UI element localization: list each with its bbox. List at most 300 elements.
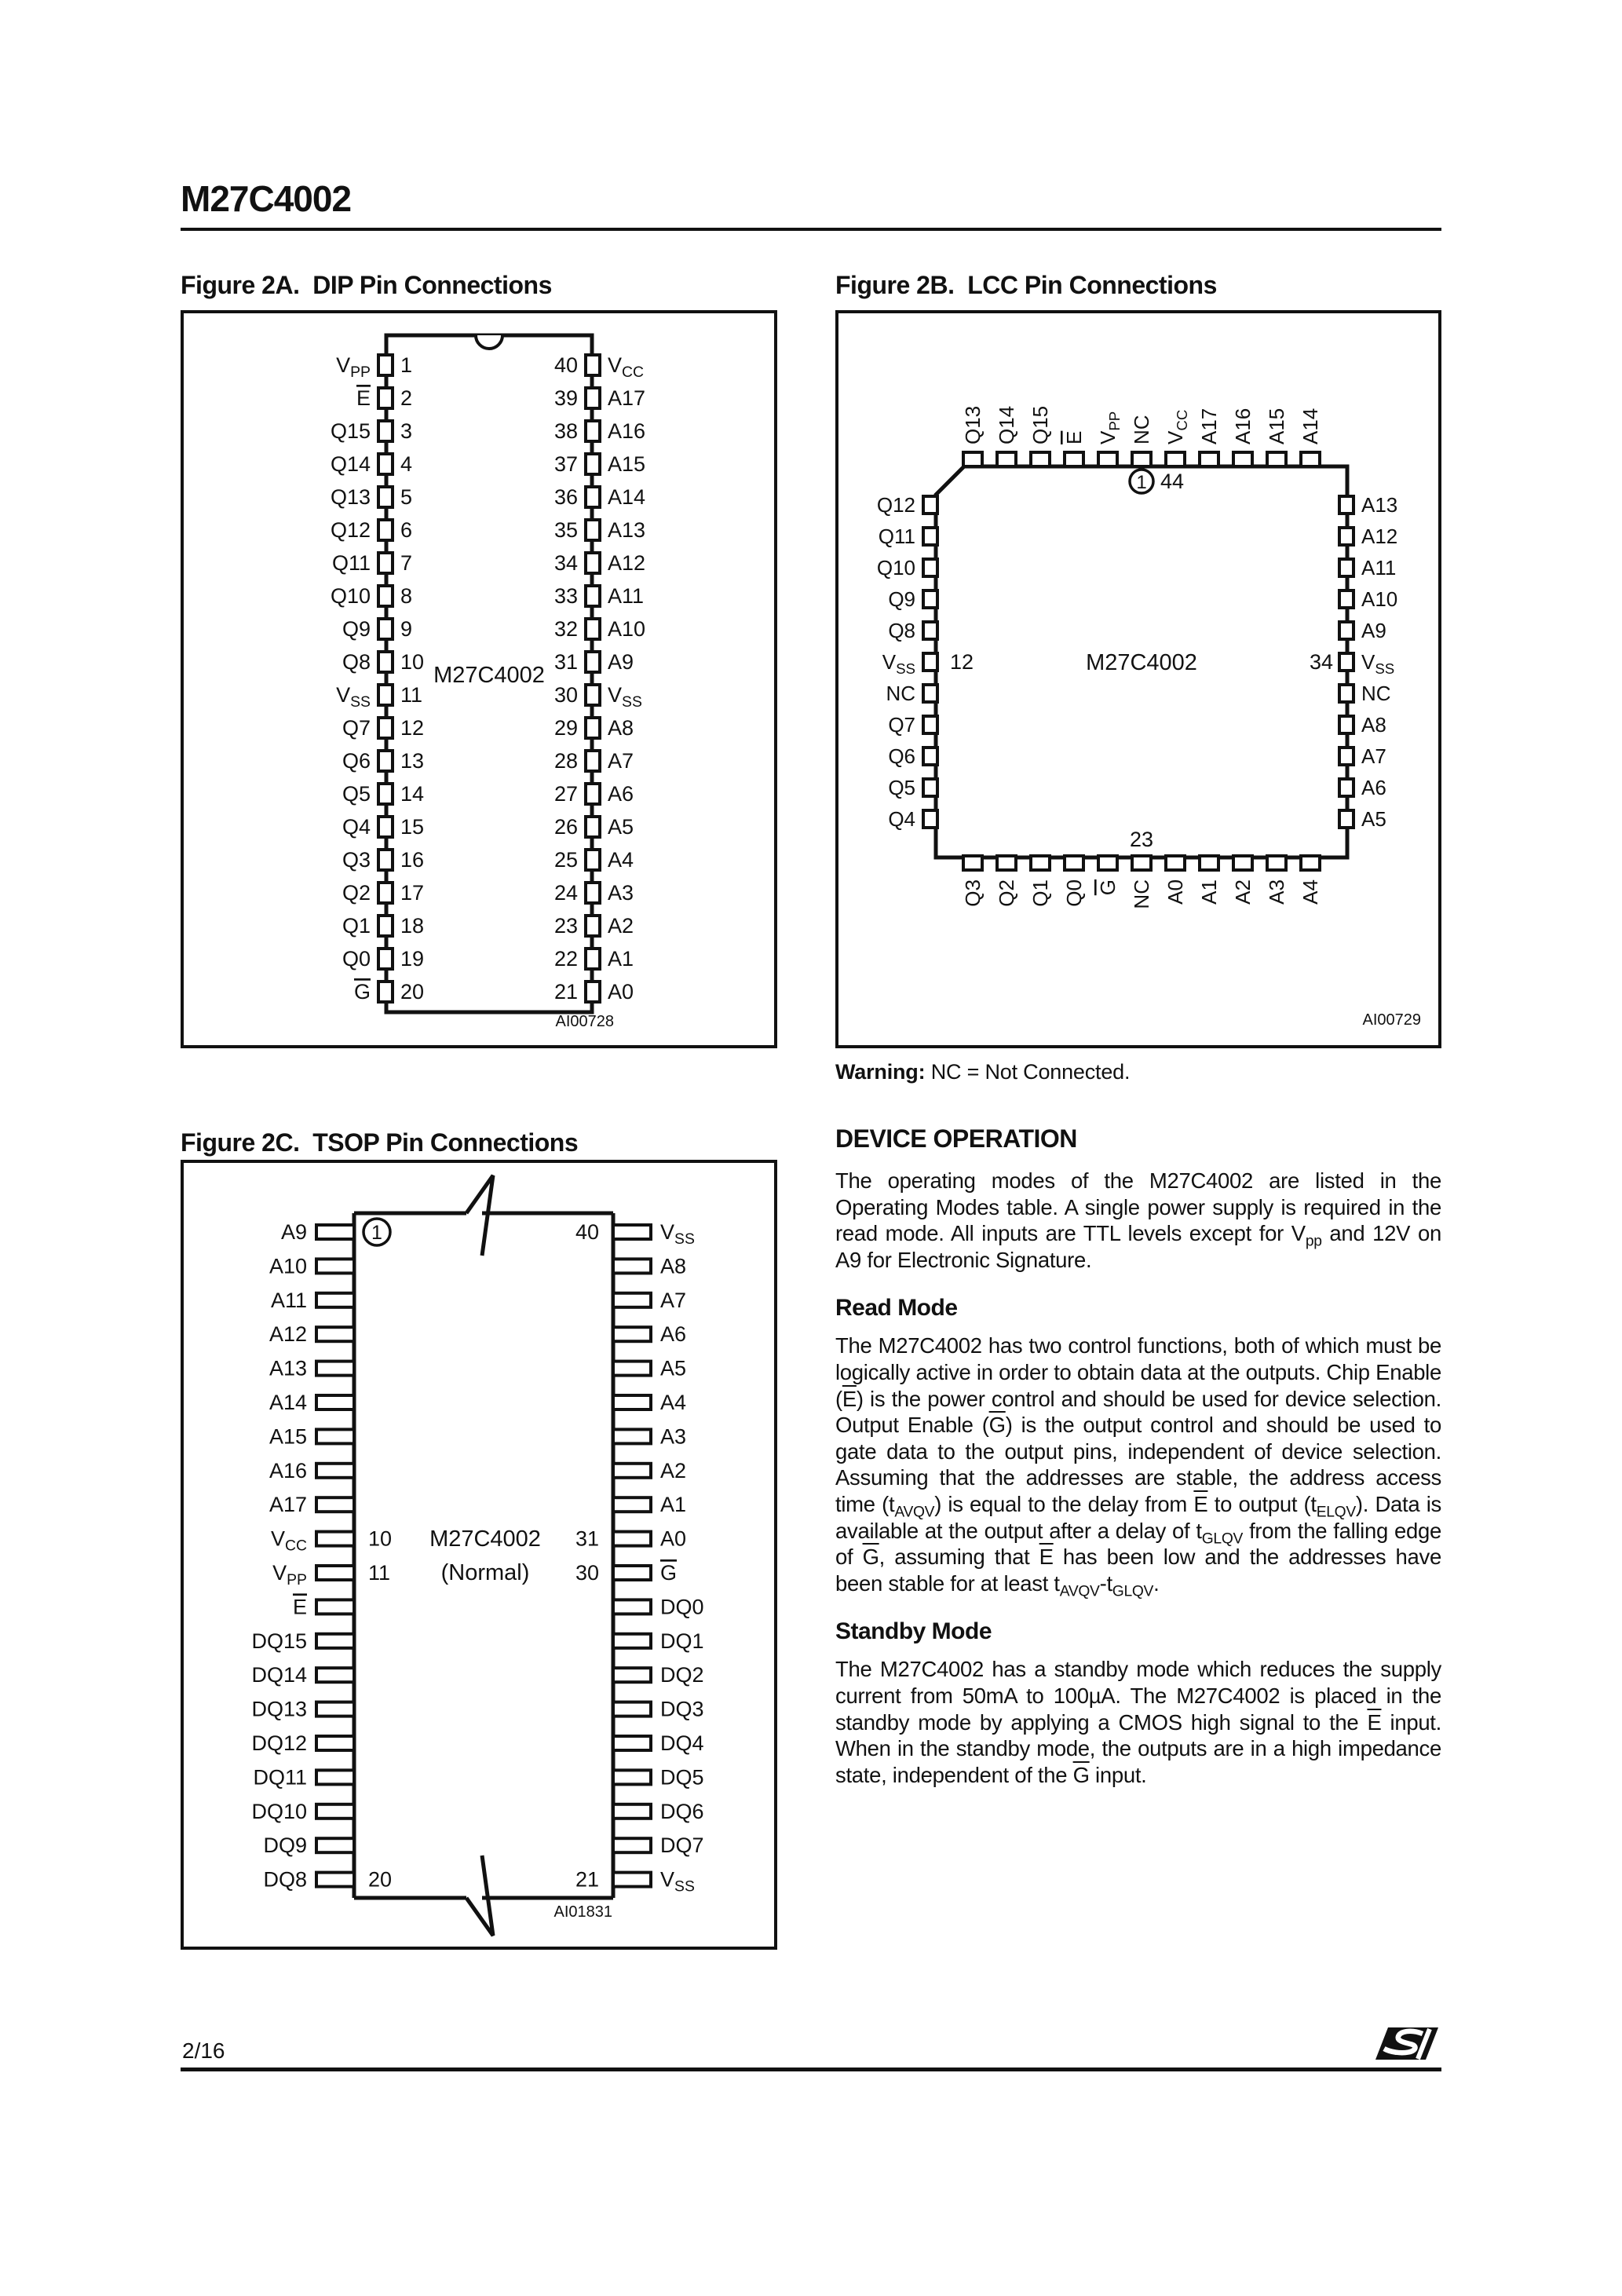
pin xyxy=(378,982,393,1002)
pin-label: A9 xyxy=(608,650,634,674)
pin xyxy=(316,1259,354,1273)
pin-label: Q13 xyxy=(330,485,371,509)
read-mode-paragraph: The M27C4002 has two control functions, both of which must be logically active in order to obtain data at the outputs. Chip Enable $(\overline{E})$ is the power control and should be used for device selection. Output Enable $(\overline{G})$ is the output control and should be used to gate data to the output pins, independent of device selection. Assuming that the addresses are stable, the address access time $(t_{AVQV})$ is equal to the delay from $\overline{E}$ to output $(t_{ELQV})$. Data is available at the output after a delay of $t_{GLQV}$ from the falling edge of $\overline{G}$, assuming that $\overline{E}$ has been low and the addresses have been stable for at least $t_{AVQV}-t_{GLQV}$. xyxy=(835,1333,1441,1600)
pin xyxy=(378,355,393,375)
pin-label: A6 xyxy=(608,782,634,806)
pin-label: A11 xyxy=(1361,556,1397,579)
pin xyxy=(923,559,937,576)
pin-label: DQ5 xyxy=(660,1765,704,1790)
pin-label: G xyxy=(353,980,371,1004)
pin xyxy=(1339,716,1353,733)
lcc-pin-diagram xyxy=(838,313,1438,1045)
pin-number: 19 xyxy=(400,947,425,971)
pin xyxy=(1339,748,1353,765)
pin-number: 5 xyxy=(400,485,413,509)
pin-label: $V_{PP}$ xyxy=(1096,411,1123,444)
pin xyxy=(378,784,393,804)
pin-number: 8 xyxy=(400,584,413,608)
pin xyxy=(613,1838,651,1852)
warning-text: NC = Not Connected. xyxy=(925,1060,1131,1084)
pin-number: 26 xyxy=(553,815,578,839)
pin xyxy=(586,388,600,408)
pin-label: Q14 xyxy=(330,452,371,476)
pin xyxy=(316,1362,354,1376)
pin xyxy=(1132,856,1151,870)
pin-label: Q10 xyxy=(330,584,371,608)
pin xyxy=(1166,856,1185,870)
pin-number: 27 xyxy=(553,782,578,806)
pin-number: 11 xyxy=(368,1561,391,1585)
pin-number: 21 xyxy=(575,1867,599,1892)
pin xyxy=(923,810,937,828)
pin xyxy=(586,982,600,1002)
pin-label: Q1 xyxy=(1028,879,1052,907)
pin-label: A15 xyxy=(1265,408,1288,444)
pin-label: DQ8 xyxy=(263,1867,307,1892)
pin xyxy=(378,487,393,507)
pin-number: 15 xyxy=(400,815,425,839)
page-number: 2/16 xyxy=(182,2038,225,2063)
pin-label: A2 xyxy=(1231,879,1255,905)
pin-label: $V_{PP}$ xyxy=(272,1561,307,1589)
pin xyxy=(963,856,982,870)
pin-label: A14 xyxy=(269,1391,307,1414)
pin-label: A1 xyxy=(660,1493,687,1517)
pin-label: $V_{SS}$ xyxy=(660,1867,695,1896)
pin xyxy=(1166,452,1185,466)
pin-label: Q4 xyxy=(342,815,371,839)
footer-rule xyxy=(181,2067,1441,2071)
pin-label: DQ15 xyxy=(251,1629,307,1653)
pin-label: A7 xyxy=(660,1288,687,1312)
pin-label: A10 xyxy=(608,617,646,641)
pin-label: Q15 xyxy=(330,419,371,443)
pin xyxy=(316,1736,354,1750)
pin-label: A13 xyxy=(1361,493,1398,517)
pin-label: $V_{SS}$ xyxy=(882,650,915,677)
figure-2b-title: Figure 2B. LCC Pin Connections xyxy=(835,271,1217,299)
pin xyxy=(1339,810,1353,828)
pin xyxy=(586,817,600,837)
pin-label: A6 xyxy=(1361,776,1386,799)
pin-label: DQ4 xyxy=(660,1731,704,1755)
pin xyxy=(316,1225,354,1239)
pin xyxy=(586,421,600,441)
tsop-body-fill xyxy=(354,1213,613,1898)
pin-number: 9 xyxy=(400,617,413,641)
pin-label: Q3 xyxy=(342,848,371,872)
pin-label: E xyxy=(292,1595,307,1619)
pin-label: $V_{SS}$ xyxy=(1361,650,1395,677)
pin-label: A12 xyxy=(608,551,646,575)
pin-label: Q9 xyxy=(888,587,915,611)
pin xyxy=(1233,452,1252,466)
pin xyxy=(586,553,600,573)
pin xyxy=(586,718,600,738)
pin-label: A0 xyxy=(1164,879,1187,905)
pin-label: A4 xyxy=(660,1391,687,1414)
pin-number: 22 xyxy=(553,947,578,971)
pin xyxy=(1233,856,1252,870)
pin-label: $V_{CC}$ xyxy=(1164,409,1190,444)
pin-label: Q11 xyxy=(878,525,915,548)
pin xyxy=(613,1532,651,1546)
pin-label: Q12 xyxy=(330,518,371,542)
figure-2a-title: Figure 2A. DIP Pin Connections xyxy=(181,271,552,299)
pin-label: A9 xyxy=(1361,619,1386,642)
pin xyxy=(923,779,937,796)
pin-label: A15 xyxy=(269,1424,307,1449)
pin xyxy=(316,1464,354,1478)
pin-number: 30 xyxy=(575,1561,599,1585)
pin xyxy=(1339,496,1353,514)
pin xyxy=(378,685,393,705)
pin-label: A8 xyxy=(1361,713,1386,737)
pin-label: NC xyxy=(1130,415,1153,444)
pin-label: A4 xyxy=(608,848,634,872)
pin-label: Q2 xyxy=(342,881,371,905)
pin xyxy=(378,388,393,408)
pin-label: Q1 xyxy=(342,914,371,938)
pin-label: G xyxy=(1096,879,1120,896)
read-mode-heading: Read Mode xyxy=(835,1295,958,1322)
chip-label: M27C4002 xyxy=(433,663,545,688)
pin-label: A7 xyxy=(1361,744,1386,768)
pin-number: 12 xyxy=(400,716,425,740)
pin xyxy=(316,1395,354,1409)
pin xyxy=(613,1668,651,1682)
pin xyxy=(586,685,600,705)
pin xyxy=(613,1225,651,1239)
pin-number: 39 xyxy=(553,386,578,410)
pin xyxy=(378,652,393,672)
pin xyxy=(586,751,600,771)
pin-label: Q0 xyxy=(1062,879,1086,907)
pin-label: $V_{SS}$ xyxy=(660,1220,695,1248)
pin xyxy=(378,718,393,738)
pin xyxy=(378,751,393,771)
pin xyxy=(1132,452,1151,466)
pin-number: 38 xyxy=(553,419,578,443)
pin-number: 3 xyxy=(400,419,413,443)
pin xyxy=(613,1362,651,1376)
pin-number: 25 xyxy=(553,848,578,872)
pin xyxy=(1200,452,1218,466)
pin xyxy=(1065,452,1083,466)
pin xyxy=(316,1804,354,1819)
lcc-warning xyxy=(835,1060,1130,1084)
pin xyxy=(1339,559,1353,576)
pin xyxy=(316,1668,354,1682)
pin-label: DQ1 xyxy=(660,1629,704,1653)
pin xyxy=(378,421,393,441)
pin xyxy=(613,1600,651,1614)
pin-number: 20 xyxy=(368,1867,393,1892)
pin-label: A14 xyxy=(608,485,646,509)
pin-label: Q5 xyxy=(342,782,371,806)
pin xyxy=(613,1327,651,1341)
pin-number: 32 xyxy=(553,617,578,641)
pin-label: A17 xyxy=(608,386,646,410)
pin-label: A5 xyxy=(608,815,634,839)
pin-label: Q8 xyxy=(888,619,915,642)
pin xyxy=(613,1429,651,1443)
pin-label: A3 xyxy=(608,881,634,905)
pin-label: Q10 xyxy=(876,556,915,579)
pin-label: DQ7 xyxy=(660,1834,704,1858)
pin-label: E xyxy=(1062,430,1086,444)
pin xyxy=(378,949,393,969)
pin-label: A7 xyxy=(608,749,634,773)
pin-label: Q3 xyxy=(961,879,985,907)
pin xyxy=(1267,856,1286,870)
pin-number: 34 xyxy=(1309,650,1333,674)
pin xyxy=(613,1770,651,1784)
pin xyxy=(923,496,937,514)
pin-label: A11 xyxy=(270,1288,307,1312)
pin xyxy=(1098,856,1117,870)
pin-number: 40 xyxy=(553,353,578,377)
pin-label: Q7 xyxy=(342,716,371,740)
pin-label: DQ11 xyxy=(253,1765,307,1790)
pin xyxy=(586,454,600,474)
pin xyxy=(586,652,600,672)
pin-label: A16 xyxy=(1231,408,1255,444)
pin-label: A16 xyxy=(269,1458,307,1483)
pin-number: 23 xyxy=(553,914,578,938)
pin-number: 23 xyxy=(1129,828,1154,851)
pin-label: NC xyxy=(1130,879,1153,909)
pin-number: 29 xyxy=(553,716,578,740)
pin-label: A12 xyxy=(269,1322,307,1347)
pin1-marker: 1 xyxy=(371,1222,382,1244)
pin-number: 4 xyxy=(400,452,413,476)
pin-number: 21 xyxy=(553,980,578,1004)
pin xyxy=(1339,622,1353,639)
pin-number: 28 xyxy=(553,749,578,773)
pin xyxy=(1267,452,1286,466)
pin xyxy=(613,1259,651,1273)
pin xyxy=(1339,590,1353,608)
pin xyxy=(586,916,600,936)
pin-label: Q9 xyxy=(342,617,371,641)
pin xyxy=(613,1497,651,1512)
pin xyxy=(378,553,393,573)
pin-label: A1 xyxy=(1197,879,1221,905)
pin xyxy=(923,716,937,733)
pin-number: 30 xyxy=(553,683,578,707)
pin xyxy=(1065,856,1083,870)
pin-label: A0 xyxy=(660,1526,687,1551)
pin-label: A5 xyxy=(660,1356,687,1380)
pin-label: A8 xyxy=(608,716,634,740)
pin-number: 34 xyxy=(553,551,578,575)
figure-caption: AI00729 xyxy=(1362,1011,1421,1029)
figure-2a-box xyxy=(181,310,777,1048)
pin xyxy=(586,784,600,804)
pin xyxy=(1098,452,1117,466)
pin xyxy=(316,1873,354,1887)
pin xyxy=(1031,856,1050,870)
pin xyxy=(613,1804,651,1819)
pin xyxy=(613,1395,651,1409)
dip-pin-diagram xyxy=(184,313,774,1045)
pin-label: A0 xyxy=(608,980,634,1004)
pin-label: A15 xyxy=(608,452,646,476)
pin-number: 17 xyxy=(400,881,425,905)
pin xyxy=(378,586,393,606)
pin-label: DQ14 xyxy=(251,1663,307,1687)
pin-label: DQ10 xyxy=(251,1799,307,1823)
pin-number: 33 xyxy=(553,584,578,608)
pin xyxy=(316,1566,354,1580)
pin-label: DQ13 xyxy=(251,1697,307,1721)
pin-label: Q5 xyxy=(888,776,915,799)
pin-number: 20 xyxy=(400,980,425,1004)
pin xyxy=(613,1634,651,1648)
pin xyxy=(378,850,393,870)
pin xyxy=(997,452,1016,466)
pin xyxy=(613,1702,651,1717)
pin xyxy=(586,619,600,639)
device-operation-section xyxy=(835,1124,1441,1788)
pin-label: DQ12 xyxy=(251,1731,307,1755)
pin xyxy=(378,619,393,639)
pin xyxy=(378,883,393,903)
pin xyxy=(1339,685,1353,702)
pin-label: Q2 xyxy=(995,879,1018,907)
pin-label: NC xyxy=(1361,682,1391,705)
pin-number: 16 xyxy=(400,848,425,872)
pin-number: 40 xyxy=(575,1220,599,1244)
pin-number: 18 xyxy=(400,914,425,938)
pin xyxy=(613,1464,651,1478)
pin-label: $V_{CC}$ xyxy=(270,1526,307,1555)
pin-label: Q11 xyxy=(331,551,371,575)
figure-caption: AI01831 xyxy=(553,1903,612,1921)
pin-label: A11 xyxy=(608,584,645,608)
pin-label: A12 xyxy=(1361,525,1398,548)
pin-label: Q15 xyxy=(1028,405,1052,444)
pin xyxy=(586,487,600,507)
pin xyxy=(316,1532,354,1546)
pin xyxy=(316,1634,354,1648)
pin-number: 13 xyxy=(400,749,425,773)
pin-label: DQ9 xyxy=(263,1834,307,1858)
pin-number: 1 xyxy=(400,353,413,377)
pin xyxy=(378,817,393,837)
pin-label: A3 xyxy=(660,1424,687,1449)
pin xyxy=(1200,856,1218,870)
pin xyxy=(586,949,600,969)
pin-label: Q6 xyxy=(342,749,371,773)
pin-label: Q0 xyxy=(342,947,371,971)
pin-label: A10 xyxy=(1361,587,1398,611)
pin xyxy=(1339,779,1353,796)
pin xyxy=(378,454,393,474)
pin xyxy=(586,883,600,903)
pin-number: 24 xyxy=(553,881,578,905)
pin-number: 6 xyxy=(400,518,413,542)
pin xyxy=(1031,452,1050,466)
pin-label: E xyxy=(356,386,371,410)
chip-label: M27C4002 xyxy=(1086,650,1197,675)
pin-label: A5 xyxy=(1361,807,1386,831)
pin-label: A13 xyxy=(608,518,646,542)
pin-label: A9 xyxy=(280,1220,307,1244)
pin-label: G xyxy=(660,1561,678,1585)
standby-mode-paragraph: The M27C4002 has a standby mode which reduces the supply current from 50mA to 100µA. The M27C4002 is placed in the standby mode by applying a CMOS high signal to the $\overline{E}$ input. When in the standby mode, the outputs are in a high impedance state, independent of the $\overline{G}$ input. xyxy=(835,1657,1441,1787)
pin xyxy=(586,586,600,606)
pin-label: A1 xyxy=(608,947,634,971)
pin xyxy=(316,1600,354,1614)
pin-number: 31 xyxy=(575,1526,599,1551)
standby-mode-heading: Standby Mode xyxy=(835,1618,992,1645)
pin-number: 12 xyxy=(950,650,974,674)
pin-label: Q14 xyxy=(995,405,1018,444)
st-logo xyxy=(1374,2026,1440,2067)
pin-label: $V_{CC}$ xyxy=(608,353,645,381)
header-rule xyxy=(181,228,1441,231)
pin-number: 31 xyxy=(553,650,578,674)
pin-number: 11 xyxy=(400,683,423,707)
pin-number: 10 xyxy=(368,1526,393,1551)
pin1-marker: 1 xyxy=(1136,472,1147,493)
pin-label: Q7 xyxy=(888,713,915,737)
pin-label: $V_{SS}$ xyxy=(336,683,371,711)
tsop-pin-diagram xyxy=(184,1163,774,1947)
pin-label: $V_{SS}$ xyxy=(608,683,642,711)
device-operation-heading: DEVICE OPERATION xyxy=(835,1124,1077,1153)
pin-label: A17 xyxy=(269,1493,307,1517)
pin-label: A4 xyxy=(1299,879,1322,905)
pin-label: A2 xyxy=(660,1458,687,1483)
chip-label: M27C4002 xyxy=(429,1526,541,1552)
pin-label: A10 xyxy=(269,1254,307,1278)
device-operation-paragraph: The operating modes of the M27C4002 are listed in the Operating Modes table. A single power supply is required in the read mode. All inputs are TTL levels except for $V_{pp}$ and 12V on A9 for Electronic Signature. xyxy=(835,1168,1441,1272)
pin1-notch xyxy=(476,335,502,349)
pin xyxy=(316,1702,354,1717)
pin-number: 37 xyxy=(553,452,578,476)
pin xyxy=(613,1873,651,1887)
pin-label: A17 xyxy=(1197,408,1221,444)
pin-label: A16 xyxy=(608,419,646,443)
pin-number: 36 xyxy=(553,485,578,509)
pin-label: $V_{PP}$ xyxy=(336,353,371,381)
pin-label: Q12 xyxy=(876,493,915,517)
pin-number: 44 xyxy=(1160,470,1185,493)
chip-sublabel: (Normal) xyxy=(440,1560,530,1585)
pin xyxy=(997,856,1016,870)
pin-number: 14 xyxy=(400,782,425,806)
figure-2c-box xyxy=(181,1160,777,1950)
pin xyxy=(586,850,600,870)
page-title: M27C4002 xyxy=(181,178,352,219)
figure-caption: AI00728 xyxy=(555,1013,614,1030)
pin xyxy=(378,520,393,540)
pin xyxy=(923,528,937,545)
pin xyxy=(316,1429,354,1443)
pin-label: DQ2 xyxy=(660,1663,704,1687)
pin xyxy=(613,1566,651,1580)
pin-label: Q8 xyxy=(342,650,371,674)
figure-2c-title: Figure 2C. TSOP Pin Connections xyxy=(181,1128,579,1157)
pin-label: DQ6 xyxy=(660,1799,704,1823)
pin xyxy=(316,1497,354,1512)
pin-label: A2 xyxy=(608,914,634,938)
pin xyxy=(316,1327,354,1341)
pin xyxy=(613,1293,651,1307)
